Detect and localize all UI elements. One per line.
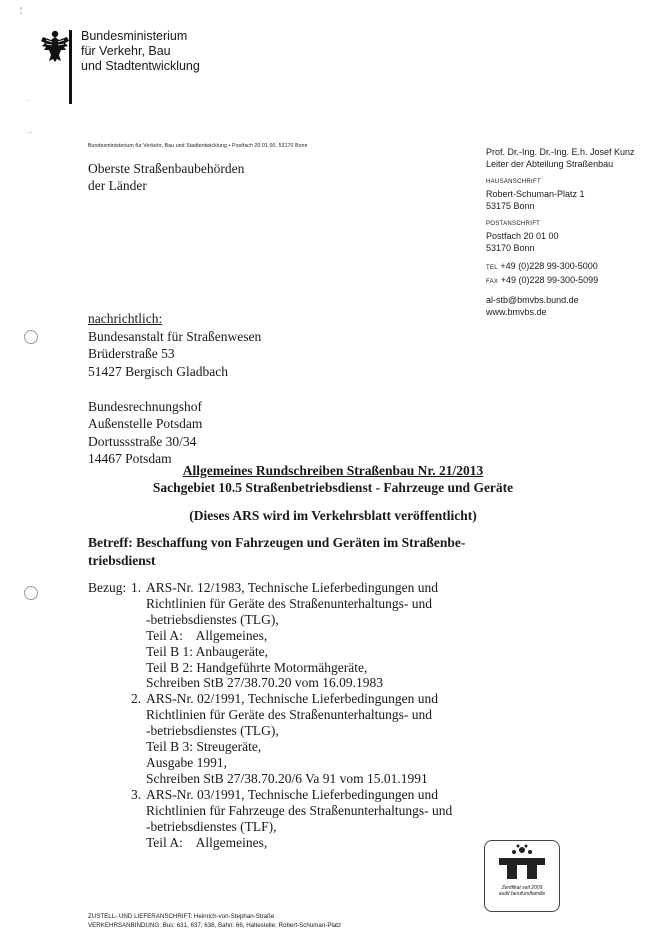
- house-street: Robert-Schuman-Platz 1: [486, 189, 585, 199]
- telephone-line: [486, 260, 635, 274]
- certificate-logo-icon: [485, 841, 559, 885]
- subject-line: triebsdienst: [88, 552, 156, 568]
- certificate-line: Zertifikat seit 2009: [501, 885, 543, 891]
- ministry-line: und Stadtentwicklung: [81, 59, 200, 73]
- ministry-line: Bundesministerium: [81, 29, 188, 43]
- reference-line: ARS-Nr. 03/1991, Technische Lieferbedingungen und: [146, 786, 438, 802]
- email-link[interactable]: al-stb@bmvbs.bund.de: [486, 295, 579, 305]
- ministry-name: [81, 29, 200, 74]
- reference-line: Teil B 3: Streugeräte,: [146, 739, 262, 755]
- audit-certificate-seal-icon: [484, 840, 560, 912]
- website-link[interactable]: www.bmvbs.de: [486, 307, 547, 317]
- scan-mark: ··: [27, 128, 33, 137]
- reference-line: -betriebsdienstes (TLG),: [146, 611, 279, 627]
- tel-label: TEL: [486, 265, 498, 271]
- fax-number: +49 (0)228 99-300-5099: [500, 275, 599, 285]
- house-address-label: HAUSANSCHRIFT: [486, 179, 541, 185]
- publication-note: (Dieses ARS wird im Verkehrsblatt veröffentlicht): [189, 508, 477, 523]
- house-city: 53175 Bonn: [486, 201, 535, 211]
- reference-item: [131, 691, 491, 786]
- reference-line: ARS-Nr. 02/1991, Technische Lieferbedingungen und: [146, 691, 438, 707]
- reference-item: [131, 787, 491, 851]
- circular-title: Allgemeines Rundschreiben Straßenbau Nr. 21/2013: [182, 463, 484, 478]
- recipient-address: [88, 160, 244, 194]
- cc-line: Bundesanstalt für Straßenwesen: [88, 328, 262, 344]
- footer-transport: VERKEHRSANBINDUNG: Bus: 631, 637, 638, Bahn: 66, Haltestelle: Robert-Schuman-Platz: [88, 922, 342, 929]
- cc-line: Bundesrechnungshof: [88, 398, 202, 414]
- post-box: Postfach 20 01 00: [486, 231, 559, 241]
- cc-recipients: [88, 310, 261, 468]
- reference-line: -betriebsdienstes (TLG),: [146, 723, 279, 739]
- punch-hole: [24, 586, 38, 600]
- reference-line: Schreiben StB 27/38.70.20 vom 16.09.1983: [146, 675, 383, 691]
- reference-number: 2.: [131, 691, 142, 707]
- circular-heading: [0, 463, 666, 496]
- contact-position: Leiter der Abteilung Straßenbau: [486, 159, 614, 169]
- contact-column: [486, 146, 635, 318]
- reference-line: ARS-Nr. 12/1983, Technische Lieferbedingungen und: [146, 580, 438, 595]
- sender-line: Bundesministerium für Verkehr, Bau und Stadtentwicklung • Postfach 20 01 00, 53170 Bonn: [88, 143, 308, 149]
- circular-subtitle: Sachgebiet 10.5 Straßenbetriebsdienst - Fahrzeuge und Geräte: [152, 479, 514, 495]
- subject: [88, 534, 465, 569]
- cc-label: nachrichtlich:: [88, 311, 163, 326]
- recipient-line: Oberste Straßenbaubehörden: [88, 161, 245, 176]
- reference-line: Richtlinien für Geräte des Straßenunterhaltungs- und: [146, 595, 433, 611]
- reference-line: Teil A: Allgemeines,: [146, 834, 268, 850]
- certificate-line: audit berufundfamilie: [498, 891, 546, 897]
- footer-delivery-address: ZUSTELL- UND LIEFERANSCHRIFT: Heinrich-von-Stephan-Straße: [88, 913, 275, 920]
- footer: [88, 912, 341, 930]
- reference-line: Teil A: Allgemeines,: [146, 627, 268, 643]
- reference-number: 1.: [131, 580, 142, 595]
- reference-line: Ausgabe 1991,: [146, 754, 227, 770]
- cc-line: Brüderstraße 53: [88, 346, 175, 361]
- reference-line: -betriebsdienstes (TLF),: [146, 818, 277, 834]
- reference-item: [131, 580, 491, 691]
- ministry-line: für Verkehr, Bau: [81, 44, 171, 58]
- federal-eagle-icon: [40, 28, 70, 64]
- cc-line: Dortussstraße 30/34: [88, 433, 197, 449]
- cc-line: 14467 Potsdam: [88, 451, 172, 466]
- reference-list: [131, 580, 491, 850]
- letterhead-divider: [69, 30, 72, 104]
- subject-line: Betreff: Beschaffung von Fahrzeugen und Geräten im Straßenbe-: [88, 535, 466, 550]
- recipient-line: der Länder: [88, 178, 147, 193]
- punch-hole: [24, 330, 38, 344]
- post-city: 53170 Bonn: [486, 243, 535, 253]
- post-address-label: POSTANSCHRIFT: [486, 221, 541, 227]
- reference-line: Teil B 1: Anbaugeräte,: [146, 643, 269, 659]
- fax-line: [486, 274, 635, 288]
- reference-line: Richtlinien für Fahrzeuge des Straßenunterhaltungs- und: [146, 802, 453, 818]
- reference-number: 3.: [131, 786, 142, 802]
- tel-number: +49 (0)228 99-300-5000: [500, 261, 598, 271]
- contact-name: Prof. Dr.-Ing. Dr.-Ing. E.h. Josef Kunz: [486, 147, 635, 157]
- certificate-text: [485, 885, 559, 897]
- fax-label: FAX: [486, 279, 499, 285]
- reference-line: Teil B 2: Handgeführte Motormähgeräte,: [146, 659, 368, 675]
- scan-mark: ¦: [20, 6, 23, 15]
- reference-line: Richtlinien für Geräte des Straßenunterhaltungs- und: [146, 707, 433, 723]
- cc-line: Außenstelle Potsdam: [88, 416, 203, 431]
- reference-line: Schreiben StB 27/38.70.20/6 Va 91 vom 15.01.1991: [146, 770, 428, 786]
- cc-line: 51427 Bergisch Gladbach: [88, 363, 228, 379]
- reference-label: Bezug:: [88, 580, 127, 595]
- scan-mark: ·: [26, 96, 29, 105]
